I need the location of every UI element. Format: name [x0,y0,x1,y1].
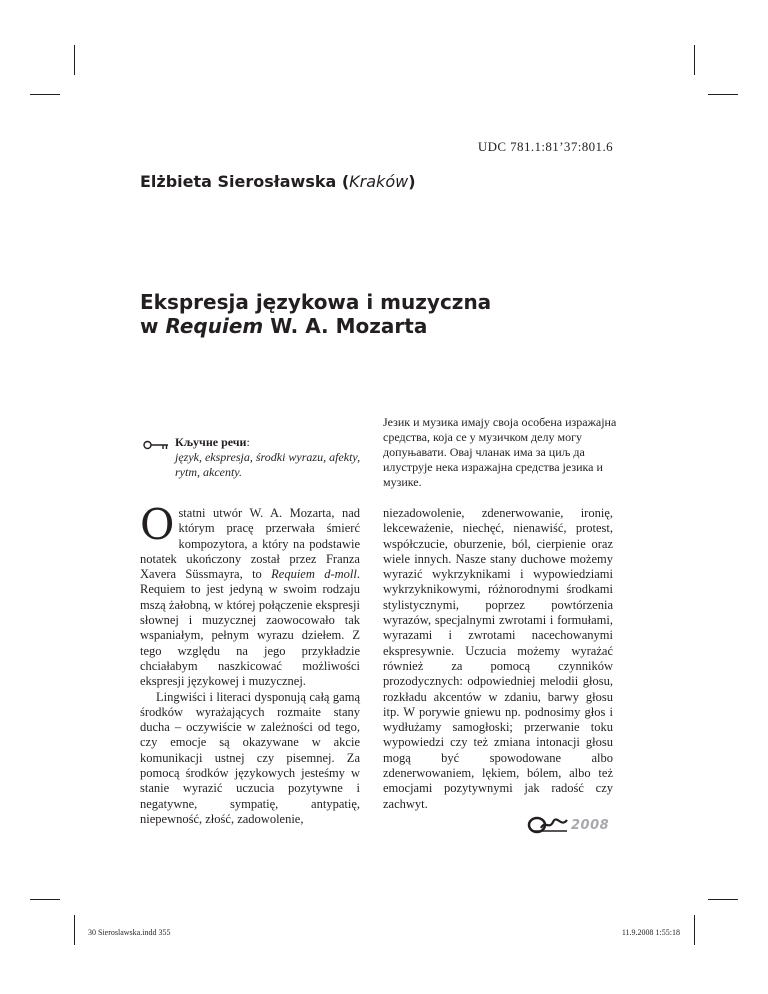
journal-logo [527,816,609,834]
drop-cap: O [140,500,175,549]
journal-logo-icon [527,816,569,834]
keywords-text: język, ekspresja, środki wyrazu, afekty, rytm, akcenty. [175,450,361,479]
keywords-label: Кључне речи [175,435,247,449]
crop-mark [694,915,695,945]
title-line-2: w Requiem W. A. Mozarta [140,314,428,338]
body-column-left [140,500,360,827]
crop-mark [30,899,60,900]
author-affiliation: (Kraków) [341,172,416,191]
body-column-right [383,506,613,812]
crop-mark [30,94,60,95]
crop-mark [694,45,695,75]
key-icon [143,439,169,454]
abstract: Језик и музика имају своја особена изражајна средства, која се у музичком делу могу допуњавати. Овај чланак има за циљ да илуструје нека изражајна средства језика и музике. [383,415,617,489]
footer-timestamp: 11.9.2008 1:55:18 [621,928,680,937]
crop-mark [74,45,75,75]
paragraph: Ostatni utwór W. A. Mozarta, nad którym pracę przerwała śmierć kompozytora, a który na podstawie notatek ukończony został przez Franza Xavera Süssmayra, to Requiem d-moll. Requiem to jest jedyną w swoim rodzaju mszą żałobną, w której połączenie ekspresji słownej i muzycznej zaowocowało tak wspaniałym, pełnym wyrazu dziełem. Z tego względu na jego przykładzie chciałabym naszkicować możliwości ekspresji językowej i muzycznej. [140,500,360,689]
title-italic: Requiem [165,314,264,338]
author-name: Elżbieta Sierosławska [140,172,337,191]
paragraph: niezadowolenie, zdenerwowanie, ironię, lekceważenie, niechęć, nienawiść, protest, współczucie, oburzenie, ból, cierpienie oraz wiele innych. Nasze stany duchowe możemy wyrazić wykrzyknikami i wypowiedziami wykrzyknikowymi, różnorodnymi środkami stylistycznymi, poprzez powtórzenia wyrazów, specjalnymi zwrotami i formułami, wyrazami i zwrotami nacechowanymi ekspresywnie. Uczucia możemy wyrażać również za pomocą czynników prozodycznych: odpowiedniej melodii głosu, rozkładu akcentów w zdaniu, barwy głosu itp. W porywie gniewu np. podnosimy głos i wydłużamy samogłoski; przerwanie toku wypowiedzi czy też zmiana intonacji głosu mogą być spowodowane albo zdenerwowaniem, lękiem, bólem, albo też emocjami pozytywnymi jak radość czy zachwyt. [383,506,613,811]
journal-year: 2008 [571,817,610,833]
udc-code: UDC 781.1:81’37:801.6 [477,139,613,154]
author-line [140,172,416,191]
crop-mark [708,899,738,900]
author-city: Kraków [349,172,409,191]
article-title [140,290,491,338]
crop-mark [74,915,75,945]
title-line-1: Ekspresja językowa i muzyczna [140,290,492,314]
keywords-block: Кључне речи: język, ekspresja, środki wyrazu, afekty, rytm, akcenty. [175,435,375,480]
crop-mark [708,94,738,95]
footer-file-info: 30 Sieroslawska.indd 355 [88,928,171,937]
paragraph: Lingwiści i literaci dysponują całą gamą środków wyrażających rozmaite stany ducha – oczywiście w zależności od tego, czy emocje są okazywane w akcie komunikacji ustnej czy pisemnej. Za pomocą środków językowych jesteśmy w stanie wyrazić uczucia pozytywne i negatywne, sympatię, antypatię, niepewność, złość, zadowolenie, [140,689,360,826]
